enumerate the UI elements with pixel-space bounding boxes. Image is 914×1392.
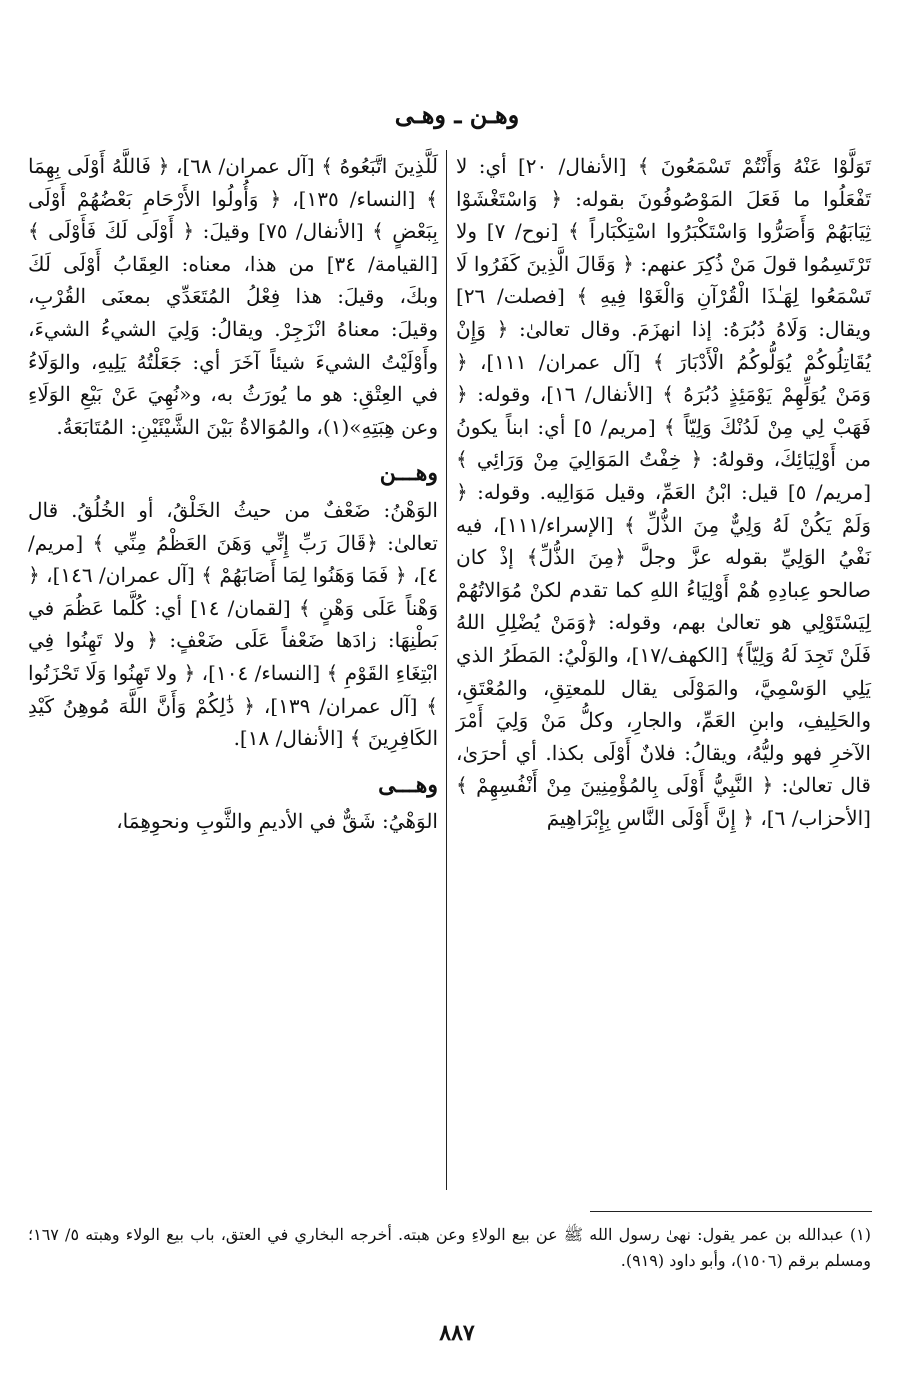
page-number: ٨٨٧	[439, 1320, 475, 1346]
section-title-wahy: وهـــى	[378, 771, 438, 798]
section-title-wahn: وهـــن	[379, 460, 438, 487]
left-column	[28, 150, 438, 838]
right-column	[456, 150, 871, 834]
footnote-divider	[590, 1211, 872, 1212]
right-column-text: تَوَلَّوْا عَنْهُ وَأَنْتُمْ تَسْمَعُونَ ﴾ [الأنفال/ ٢٠] أي: لا تَفْعَلُوا ما فَعَلَ المَوْصُوفُونَ بقوله: ﴿ وَاسْتَغْشَوْا ثِيَابَهُمْ وَأَصَرُّوا وَاسْتَكْبَرُوا اسْتِكْبَاراً ﴾ [نوح/ ٧] ولا تَرْتَسِمُوا قولَ مَنْ ذُكِرَ عنهم: ﴿ وَقَالَ الَّذِينَ كَفَرُوا لَا تَسْمَعُوا لِهَـٰذَا الْقُرْآنِ وَالْغَوْا فِيهِ ﴾ [فصلت/ ٢٦] ويقال: وَلَاهُ دُبُرَهُ: إذا انهزَمَ. وقال تعالىٰ: ﴿ وَإِنْ يُقَاتِلُوكُمْ يُوَلُّوكُمُ الْأَدْبَارَ ﴾ [آل عمران/ ١١١]، ﴿ وَمَنْ يُوَلِّهِمْ يَوْمَئِذٍ دُبُرَهُ ﴾ [الأنفال/ ١٦]، وقوله: ﴿ فَهَبْ لِي مِنْ لَدُنْكَ وَلِيّاً ﴾ [مريم/ ٥] أي: ابناً يكونُ من أَوْلِيَائِكَ، وقولهُ: ﴿ خِفْتُ المَوَالِيَ مِنْ وَرَائِي ﴾ [مريم/ ٥] قيل: ابْنُ العَمِّ، وقيل مَوَالِيه. وقوله: ﴿ وَلَمْ يَكُنْ لَهُ وَلِيٌّ مِنَ الذُّلِّ ﴾ [الإسراء/١١١]، فيه نَفْيُ الوَلِيِّ بقوله عزَّ وجلَّ ﴿مِنَ الذُّلِّ﴾ إذْ كان صالحو عِبادِهِ هُمْ أَوْلِيَاءُ اللهِ كما تقدم لكنْ مُوَالاتُهُمْ لِيَسْتَوْلِي هو تعالىٰ بهم، وقوله: ﴿وَمَنْ يُضْلِلِ اللهُ فَلَنْ تَجِدَ لَهُ وَلِيّاً﴾ [الكهف/١٧]، والوَلْيُ: المَطَرُ الذي يَلِي الوَسْمِيَّ، والمَوْلَى يقال للمعتِقِ، والمُعْتَقِ، والحَلِيفِ، وابنِ العَمِّ، والجارِ، وكلُّ مَنْ وَلِيَ أَمْرَ الآخرِ فهو وليُّهُ، ويقالُ: فلانٌ أَوْلَى بكذا. أي أحرَىٰ، قال تعالىٰ: ﴿ النَّبِيُّ أَوْلَى بِالمُؤْمِنِينَ مِنْ أَنْفُسِهِمْ ﴾ [الأحزاب/ ٦]، ﴿ إِنَّ أَوْلَى النَّاسِ بِإِبْرَاهِيمَ	[456, 154, 872, 830]
section-text-wahy: الوَهْيُ: شَقٌّ في الأديمِ والثَّوبِ ونحوِهِمَا،	[116, 809, 438, 834]
left-column-continuation: لَلَّذِينَ اتَّبَعُوهُ ﴾ [آل عمران/ ٦٨]، ﴿ فَاللَّهُ أَوْلَى بِهِمَا ﴾ [النساء/ ١٣٥]، ﴿ وَأُولُوا الأَرْحَامِ بَعْضُهُمْ أَوْلَى بِبَعْضٍ ﴾ [الأنفال/ ٧٥] وقيلَ: ﴿ أَوْلَى لَكَ فَأَوْلَى ﴾ [القيامة/ ٣٤] من هذا، معناه: العِقَابُ أَوْلَى لَكَ وبكَ، وقيلَ: هذا فِعْلُ المُتَعَدِّي بمعنَى القُرْبِ، وقيلَ: معناهُ انْزَجِرْ. ويقالُ: وَلِيَ الشيءُ الشيءَ، وأَوْلَيْتُ الشيءَ شيئاً آخَرَ أي: جَعَلْتُهُ يَلِيهِ، والوَلَاءُ في العِتْقِ: هو ما يُورَثُ به، و«نُهِيَ عَنْ بَيْعِ الوَلَاءِ وعن هِبَتِهِ»(١)، والمُوَالاةُ بَيْنَ الشَّيْئَيْنِ: المُتَابَعَةُ.	[28, 154, 439, 439]
footnote	[28, 1222, 871, 1274]
footnote-text: (١) عبدالله بن عمر يقول: نهىٰ رسول الله ﷺ عن بيع الولاءِ وعن هبته. أخرجه البخاري في العتق، باب بيع الولاء وهبته ٥/ ١٦٧؛ ومسلم برقم (١٥٠٦)، وأبو داود (٩١٩).	[28, 1225, 871, 1270]
column-divider	[446, 150, 447, 1190]
section-text-wahn: الوَهْنُ: ضَعْفٌ من حيثُ الخَلْقُ، أو الخُلُقُ. قال تعالىٰ: ﴿قَالَ رَبِّ إِنِّي وَهَنَ العَظْمُ مِنِّي ﴾ [مريم/ ٤]، ﴿ فَمَا وَهَنُوا لِمَا أَصَابَهُمْ ﴾ [آل عمران/ ١٤٦]، ﴿ وَهْناً عَلَى وَهْنٍ ﴾ [لقمان/ ١٤] أي: كُلَّما عَظُمَ في بَطْنِهَا: زادَها ضَعْفاً عَلَى ضَعْفٍ: ﴿ ولا تَهِنُوا فِي ابْتِغَاءِ القَوْمِ ﴾ [النساء/ ١٠٤]، ﴿ ولا تَهِنُوا وَلَا تَحْزَنُوا ﴾ [آل عمران/ ١٣٩]، ﴿ ذَٰلِكُمْ وَأَنَّ اللَّهَ مُوهِنُ كَيْدِ الكَافِرِينَ ﴾ [الأنفال/ ١٨].	[28, 497, 438, 751]
page-header-title: وهـن ـ وهـى	[394, 100, 520, 129]
